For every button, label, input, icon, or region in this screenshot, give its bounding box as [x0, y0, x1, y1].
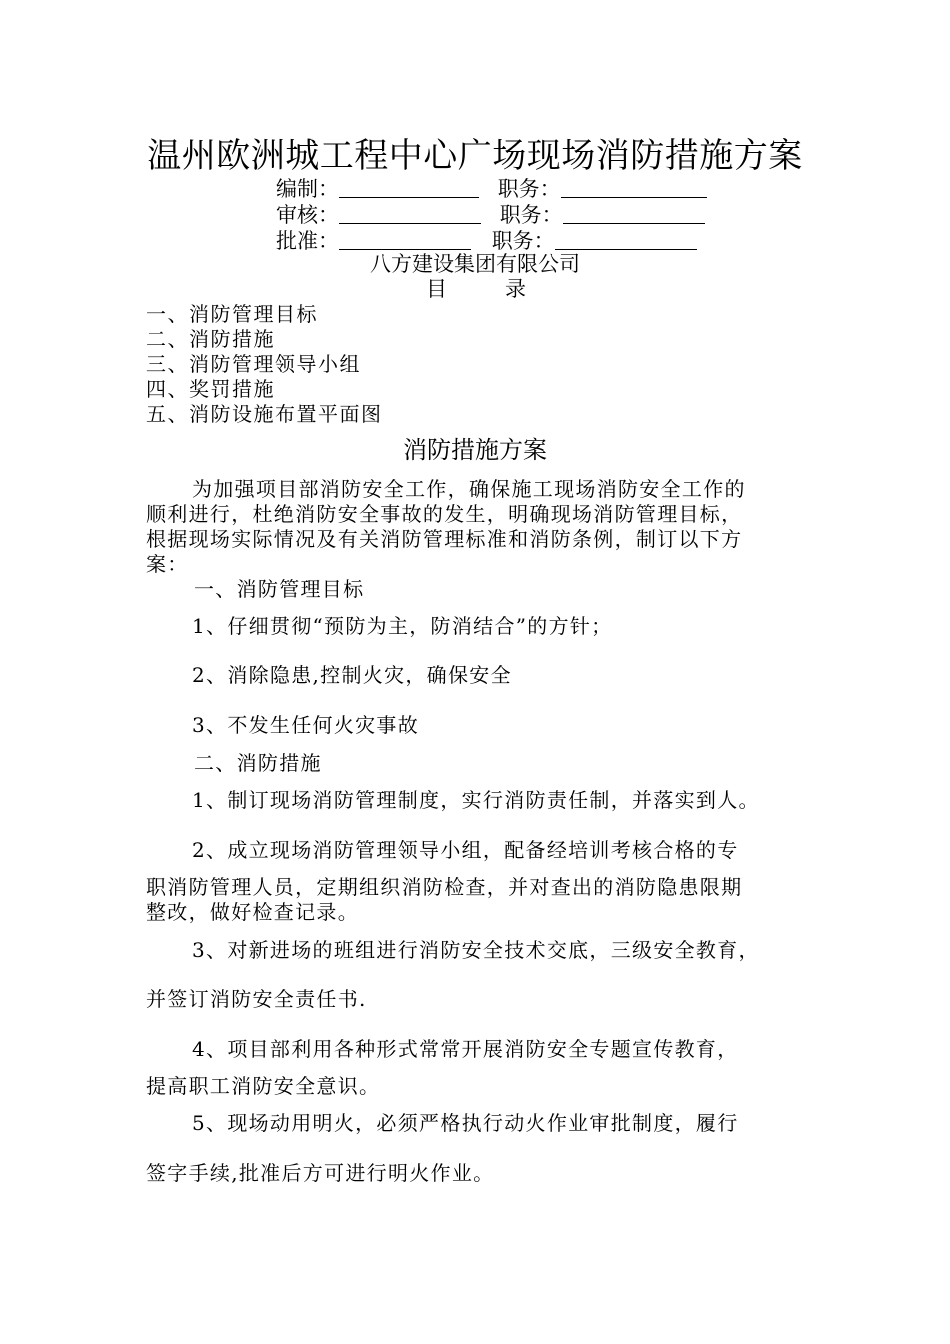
- measure-item-cont: 并签订消防安全责任书.: [146, 987, 367, 1011]
- measure-item-cont: 提高职工消防安全意识。: [146, 1074, 381, 1098]
- role-blank: [563, 203, 705, 224]
- toc-item: 一、消防管理目标: [146, 302, 318, 326]
- toc-item: 二、消防措施: [146, 327, 275, 351]
- measure-item-cont: 职消防管理人员，定期组织消防检查，并对查出的消防隐患限期: [146, 875, 743, 899]
- role-blank: [561, 177, 707, 198]
- role-blank: [555, 229, 697, 250]
- signature-blank: [339, 203, 481, 224]
- intro-line: 案：: [146, 552, 189, 576]
- company-name: 八方建设集团有限公司: [370, 252, 580, 276]
- signature-blank: [339, 229, 471, 250]
- toc-heading-left: 目: [426, 277, 447, 301]
- intro-line: 为加强项目部消防安全工作，确保施工现场消防安全工作的: [192, 477, 746, 501]
- measure-item: 1、制订现场消防管理制度，实行消防责任制，并落实到人。: [192, 788, 760, 812]
- signature-row-reviewer: [276, 202, 705, 228]
- toc-heading: [426, 273, 526, 303]
- intro-line: 顺利进行，杜绝消防安全事故的发生，明确现场消防管理目标，: [146, 502, 743, 526]
- signature-label: 编制：: [276, 177, 339, 201]
- measure-item: 3、对新进场的班组进行消防安全技术交底，三级安全教育，: [192, 938, 760, 962]
- document-title: 温州欧洲城工程中心广场现场消防措施方案: [147, 136, 803, 176]
- measure-item: 5、现场动用明火，必须严格执行动火作业审批制度，履行: [192, 1111, 739, 1135]
- measure-item: 2、成立现场消防管理领导小组，配备经培训考核合格的专: [192, 838, 739, 862]
- toc-item: 五、消防设施布置平面图: [146, 402, 383, 426]
- role-label: 职务：: [499, 203, 563, 227]
- measure-item: 4、项目部利用各种形式常常开展消防安全专题宣传教育，: [192, 1037, 739, 1061]
- role-label: 职务：: [491, 229, 555, 253]
- goal-item: 3、不发生任何火灾事故: [192, 713, 420, 737]
- toc-item: 四、奖罚措施: [146, 377, 275, 401]
- measure-item-cont: 整改，做好检查记录。: [146, 900, 359, 924]
- signature-row-compiler: [276, 176, 707, 202]
- goal-item: 2、消除隐患,控制火灾，确保安全: [192, 663, 512, 687]
- signature-blank: [339, 177, 479, 198]
- intro-line: 根据现场实际情况及有关消防管理标准和消防条例，制订以下方: [146, 527, 743, 551]
- section-title: 消防措施方案: [403, 436, 547, 464]
- signature-label: 审核：: [276, 203, 339, 227]
- heading-measures: 二、消防措施: [194, 751, 322, 775]
- heading-goals: 一、消防管理目标: [194, 577, 365, 601]
- role-label: 职务：: [497, 177, 561, 201]
- goal-item: 1、仔细贯彻“预防为主，防消结合”的方针；: [192, 614, 613, 638]
- signature-label: 批准：: [276, 229, 339, 253]
- measure-item-cont: 签字手续,批准后方可进行明火作业。: [146, 1161, 495, 1185]
- toc-item: 三、消防管理领导小组: [146, 352, 361, 376]
- toc-heading-right: 录: [505, 277, 526, 301]
